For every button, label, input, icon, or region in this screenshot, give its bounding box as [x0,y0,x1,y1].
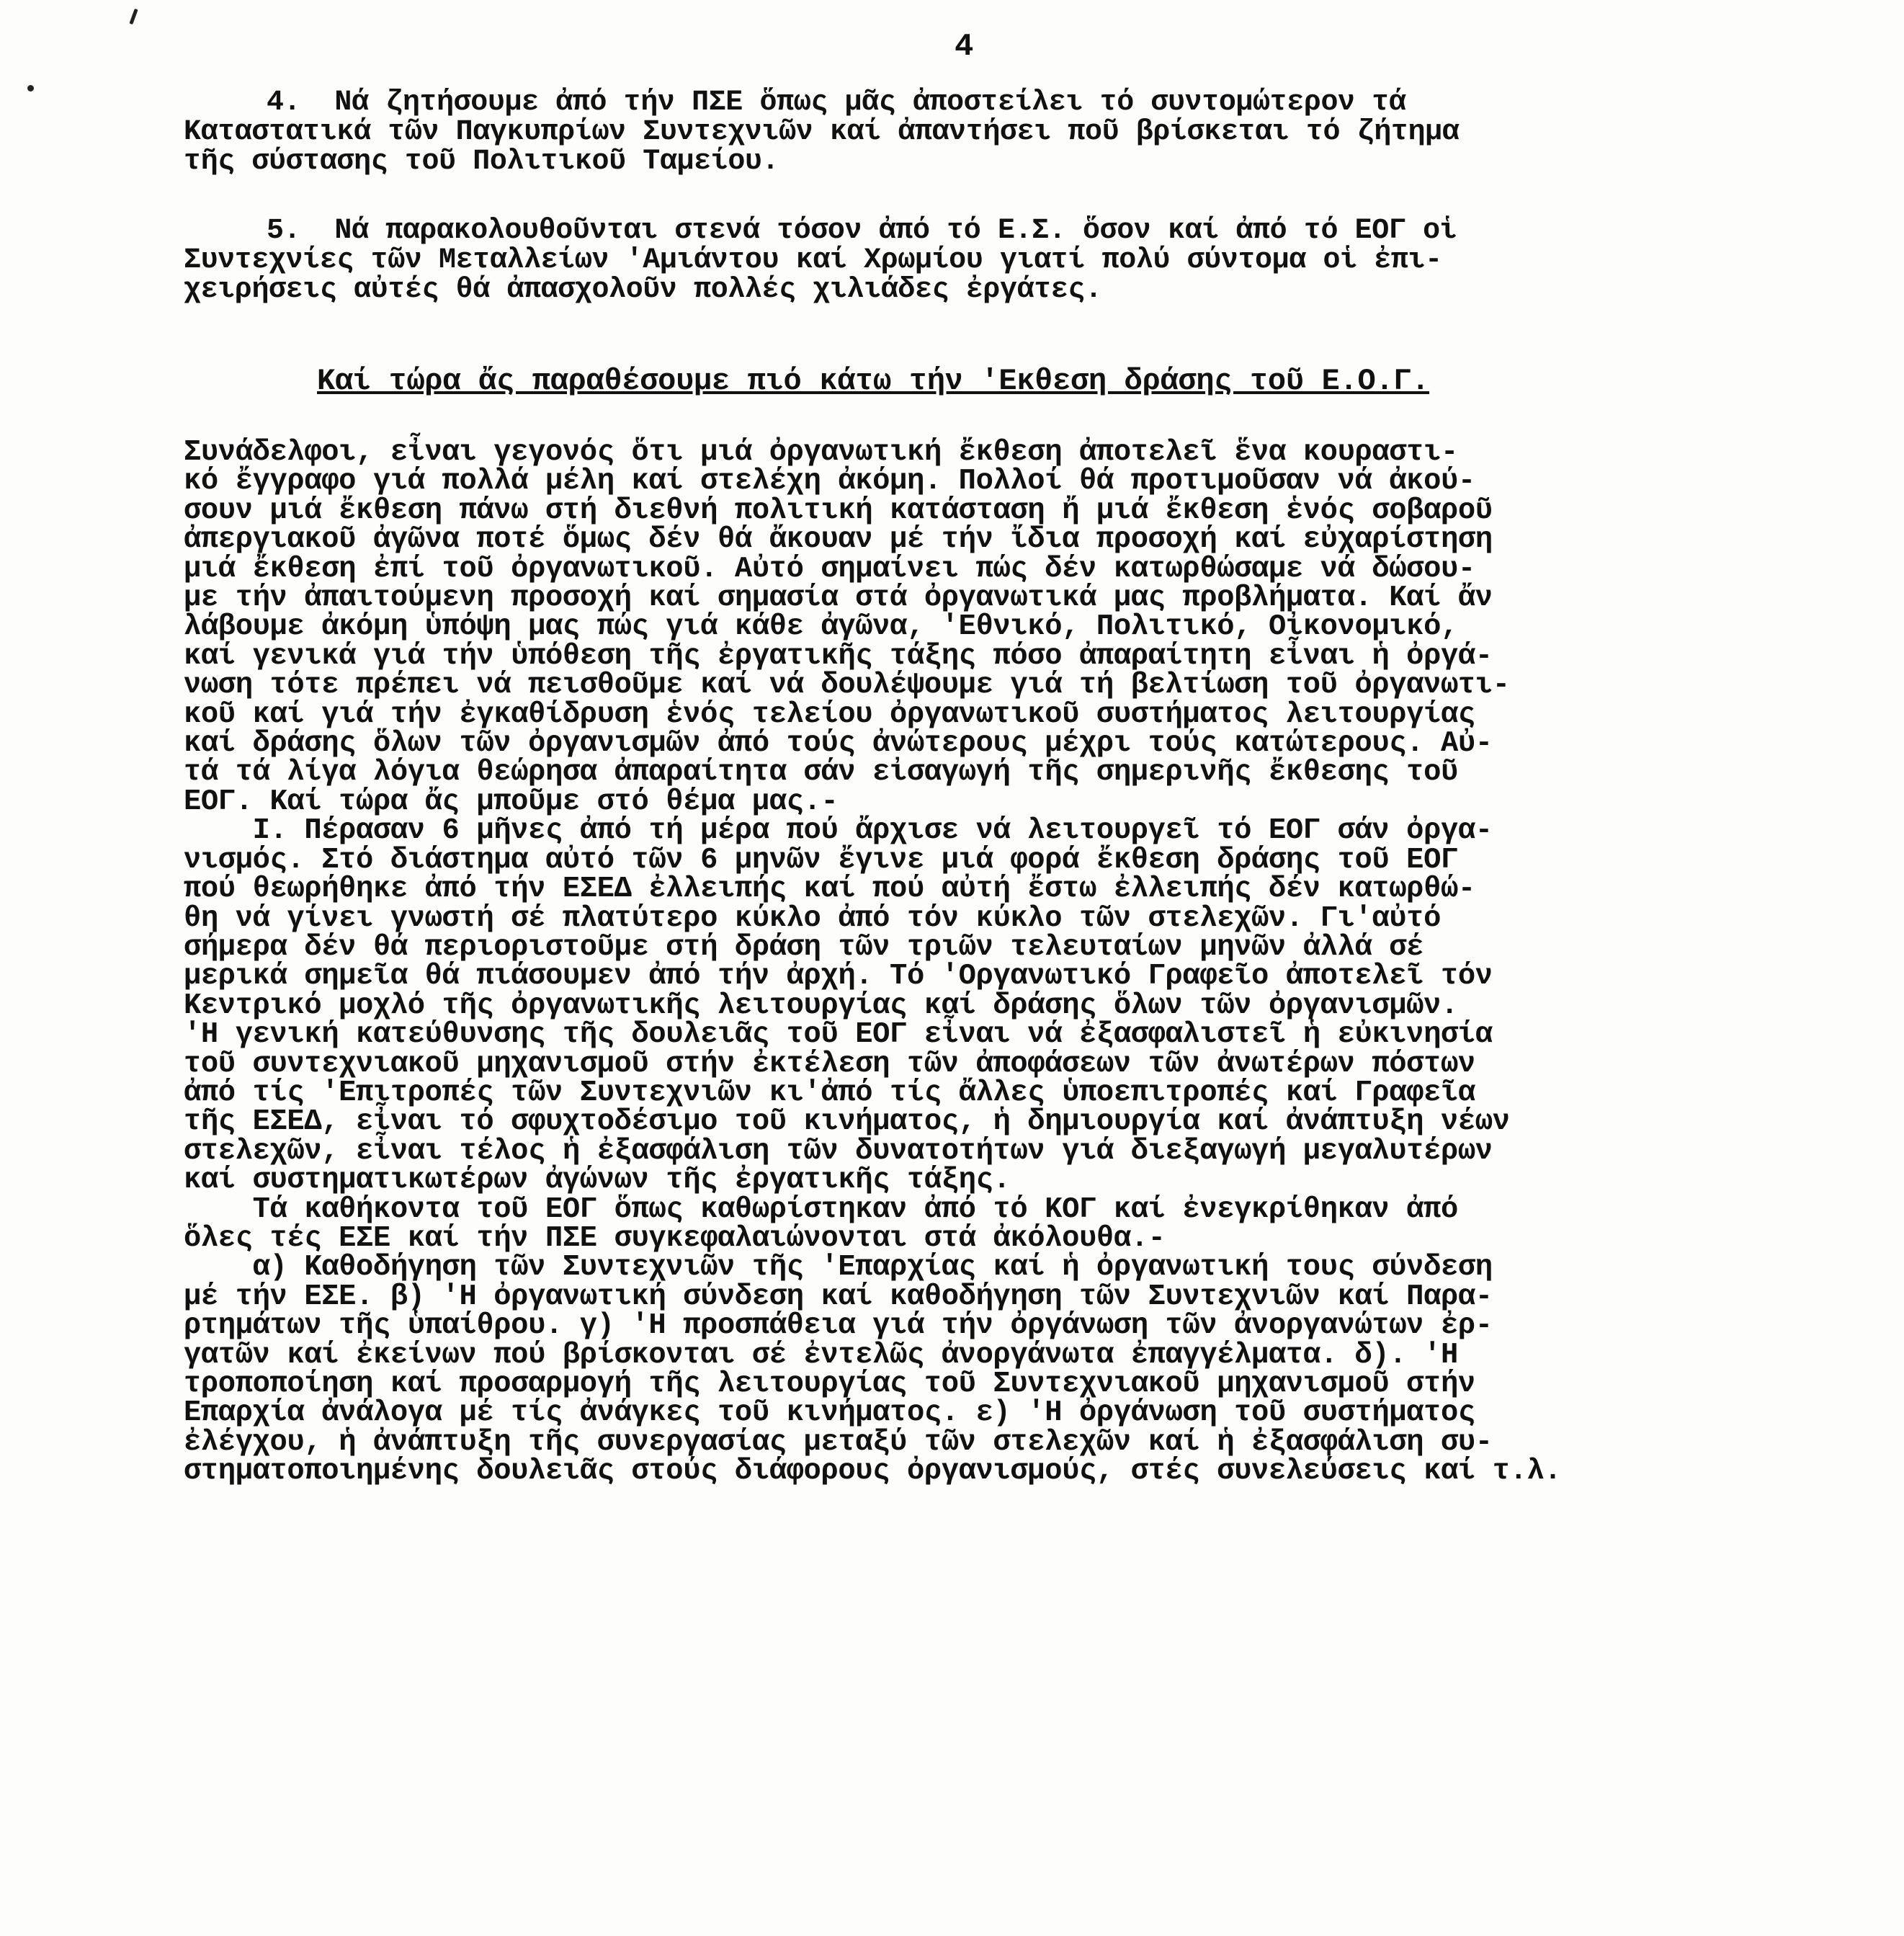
text-line: Καταστατικά τῶν Παγκυπρίων Συντεχνιῶν καί ἀπαντήσει ποῦ βρίσκεται τό ζήτημα [184,116,1460,148]
text-line: τῆς ΕΣΕΔ, εἶναι τό σφυχτοδέσιμο τοῦ κινήματος, ἡ δημιουργία καί ἀνάπτυξη νέων [184,1105,1510,1139]
text-line: μέ τήν ΕΣΕ. β) 'Η ὀργανωτική σύνδεση καί καθοδήγηση τῶν Συντεχνιῶν καί Παρα- [184,1280,1493,1313]
report-body [184,436,1869,1489]
margin-dot [27,85,34,92]
text-line: ρτημάτων τῆς ὑπαίθρου. γ) 'Η προσπάθεια γιά τήν ὀργάνωση τῶν ἀνοργανώτων ἐρ- [184,1309,1493,1343]
text-line: 'Η γενική κατεύθυνσης τῆς δουλειᾶς τοῦ ΕΟΓ εἶναι νά ἐξασφαλιστεῖ ἡ εὐκινησία [184,1018,1493,1052]
text-line: ἀπεργιακοῦ ἀγῶνα ποτέ ὅμως δέν θά ἄκουαν μέ τήν ἴδια προσοχή καί εὐχαρίστηση [184,523,1493,557]
item-4-paragraph [184,88,1869,177]
section-heading: Καί τώρα ἄς παραθέσουμε πιό κάτω τήν 'Εκθεση δράσης τοῦ Ε.Ο.Γ. [317,364,1430,398]
text-line: στηματοποιημένης δουλειᾶς στούς διάφορους ὀργανισμούς, στές συνελεύσεις καί τ.λ. [184,1455,1562,1489]
text-line: Κεντρικό μοχλό τῆς ὀργανωτικῆς λειτουργίας καί δράσης ὅλων τῶν ὀργανισμῶν. [184,989,1458,1022]
page-number: 4 [955,29,974,65]
text-line: σήμερα δέν θά περιοριστοῦμε στή δράση τῶν τριῶν τελευταίων μηνῶν ἀλλά σέ [184,930,1424,964]
text-line: μιά ἔκθεση ἐπί τοῦ ὀργανωτικοῦ. Αὐτό σημαίνει πώς δέν κατωρθώσαμε νά δώσου- [184,552,1475,586]
item-5-paragraph [184,216,1869,305]
text-line: τροποποίηση καί προσαρμογή τῆς λειτουργίας τοῦ Συντεχνιακοῦ μηχανισμοῦ στήν [184,1368,1475,1401]
text-line: τοῦ συντεχνιακοῦ μηχανισμοῦ στήν ἐκτέλεση τῶν ἀποφάσεων τῶν ἀνωτέρων πόστων [184,1047,1475,1081]
text-line: ἐλέγχου, ἡ ἀνάπτυξη τῆς συνεργασίας μεταξύ τῶν στελεχῶν καί ἡ ἐξασφάλιση συ- [184,1425,1493,1459]
text-line: Συνάδελφοι, εἶναι γεγονός ὅτι μιά ὀργανωτική ἔκθεση ἀποτελεῖ ἕνα κουραστι- [184,436,1458,469]
margin-mark [129,9,138,24]
text-line: τῆς σύστασης τοῦ Πολιτικοῦ Ταμείου. [184,146,779,178]
text-line: πού θεωρήθηκε ἀπό τήν ΕΣΕΔ ἐλλειπής καί πού αὐτή ἔστω ἐλλειπής δέν κατωρθώ- [184,873,1475,906]
text-line: Τά καθήκοντα τοῦ ΕΟΓ ὅπως καθωρίστηκαν ἀπό τό ΚΟΓ καί ἐνεγκρίθηκαν ἀπό [184,1192,1458,1226]
text-line: κοῦ καί γιά τήν ἐγκαθίδρυση ἑνός τελείου ὀργανωτικοῦ συστήματος λειτουργίας [184,697,1475,731]
text-line: τά τά λίγα λόγια θεώρησα ἀπαραίτητα σάν εἰσαγωγή τῆς σημερινῆς ἔκθεσης τοῦ [184,756,1458,790]
text-line: α) Καθοδήγηση τῶν Συντεχνιῶν τῆς 'Επαρχίας καί ἡ ὀργανωτική τους σύνδεση [184,1251,1493,1285]
text-line: κό ἔγγραφο γιά πολλά μέλη καί στελέχη ἀκόμη. Πολλοί θά προτιμοῦσαν νά ἀκού- [184,465,1475,499]
text-line: σουν μιά ἔκθεση πάνω στή διεθνή πολιτική κατάσταση ἤ μιά ἔκθεση ἑνός σοβαροῦ [184,494,1493,527]
text-line: με τήν ἀπαιτούμενη προσοχή καί σημασία στά ὀργανωτικά μας προβλήματα. Καί ἄν [184,581,1493,615]
text-line: γατῶν καί ἐκείνων πού βρίσκονται σέ ἐντελῶς ἀνοργάνωτα ἐπαγγέλματα. δ). 'Η [184,1338,1458,1372]
text-line: νωση τότε πρέπει νά πεισθοῦμε καί νά δουλέψουμε γιά τή βελτίωση τοῦ ὀργανωτι- [184,669,1510,702]
text-line: νισμός. Στό διάστημα αὐτό τῶν 6 μηνῶν ἔγινε μιά φορά ἔκθεση δράσης τοῦ ΕΟΓ [184,843,1458,877]
text-line: 4. Νά ζητήσουμε ἀπό τήν ΠΣΕ ὅπως μᾶς ἀποστείλει τό συντομώτερον τά [267,86,1406,119]
text-line: χειρήσεις αὐτές θά ἀπασχολοῦν πολλές χιλιάδες ἐργάτες. [184,274,1102,306]
text-line: Ι. Πέρασαν 6 μῆνες ἀπό τή μέρα πού ἄρχισε νά λειτουργεῖ τό ΕΟΓ σάν ὀργα- [184,814,1493,848]
text-line: ὅλες τές ΕΣΕ καί τήν ΠΣΕ συγκεφαλαιώνονται στά ἀκόλουθα.- [184,1221,1166,1255]
text-line: ἀπό τίς 'Επιτροπές τῶν Συντεχνιῶν κι'ἀπό τίς ἄλλες ὑποεπιτροπές καί Γραφεῖα [184,1076,1475,1110]
text-line: καί γενικά γιά τήν ὑπόθεση τῆς ἐργατικῆς τάξης πόσο ἀπαραίτητη εἶναι ἡ ὀργά- [184,639,1493,673]
text-line: στελεχῶν, εἶναι τέλος ἡ ἐξασφάλιση τῶν δυνατοτήτων γιά διεξαγωγή μεγαλυτέρων [184,1134,1493,1168]
text-line: ΕΟΓ. Καί τώρα ἄς μποῦμε στό θέμα μας.- [184,785,839,818]
text-line: Συντεχνίες τῶν Μεταλλείων 'Αμιάντου καί Χρωμίου γιατί πολύ σύντομα οἱ ἐπι- [184,244,1442,277]
text-line: Επαρχία ἀνάλογα μέ τίς ἀνάγκες τοῦ κινήματος. ε) 'Η ὀργάνωση τοῦ συστήματος [184,1396,1475,1430]
text-line: λάβουμε ἀκόμη ὑπόψη μας πώς γιά κάθε ἀγῶνα, 'Εθνικό, Πολιτικό, Οἰκονομικό, [184,610,1458,644]
text-line: καί δράσης ὅλων τῶν ὀργανισμῶν ἀπό τούς ἀνώτερους μέχρι τούς κατώτερους. Αὐ- [184,727,1493,761]
text-line: 5. Νά παρακολουθοῦνται στενά τόσον ἀπό τό Ε.Σ. ὅσον καί ἀπό τό ΕΟΓ οἱ [267,215,1457,247]
text-line: θη νά γίνει γνωστή σέ πλατύτερο κύκλο ἀπό τόν κύκλο τῶν στελεχῶν. Γι'αὐτό [184,901,1441,935]
text-line: μερικά σημεῖα θά πιάσουμεν ἀπό τήν ἀρχή. Τό 'Οργανωτικό Γραφεῖο ἀποτελεῖ τόν [184,960,1493,994]
text-line: καί συστηματικωτέρων ἀγώνων τῆς ἐργατικῆς τάξης. [184,1164,1011,1197]
